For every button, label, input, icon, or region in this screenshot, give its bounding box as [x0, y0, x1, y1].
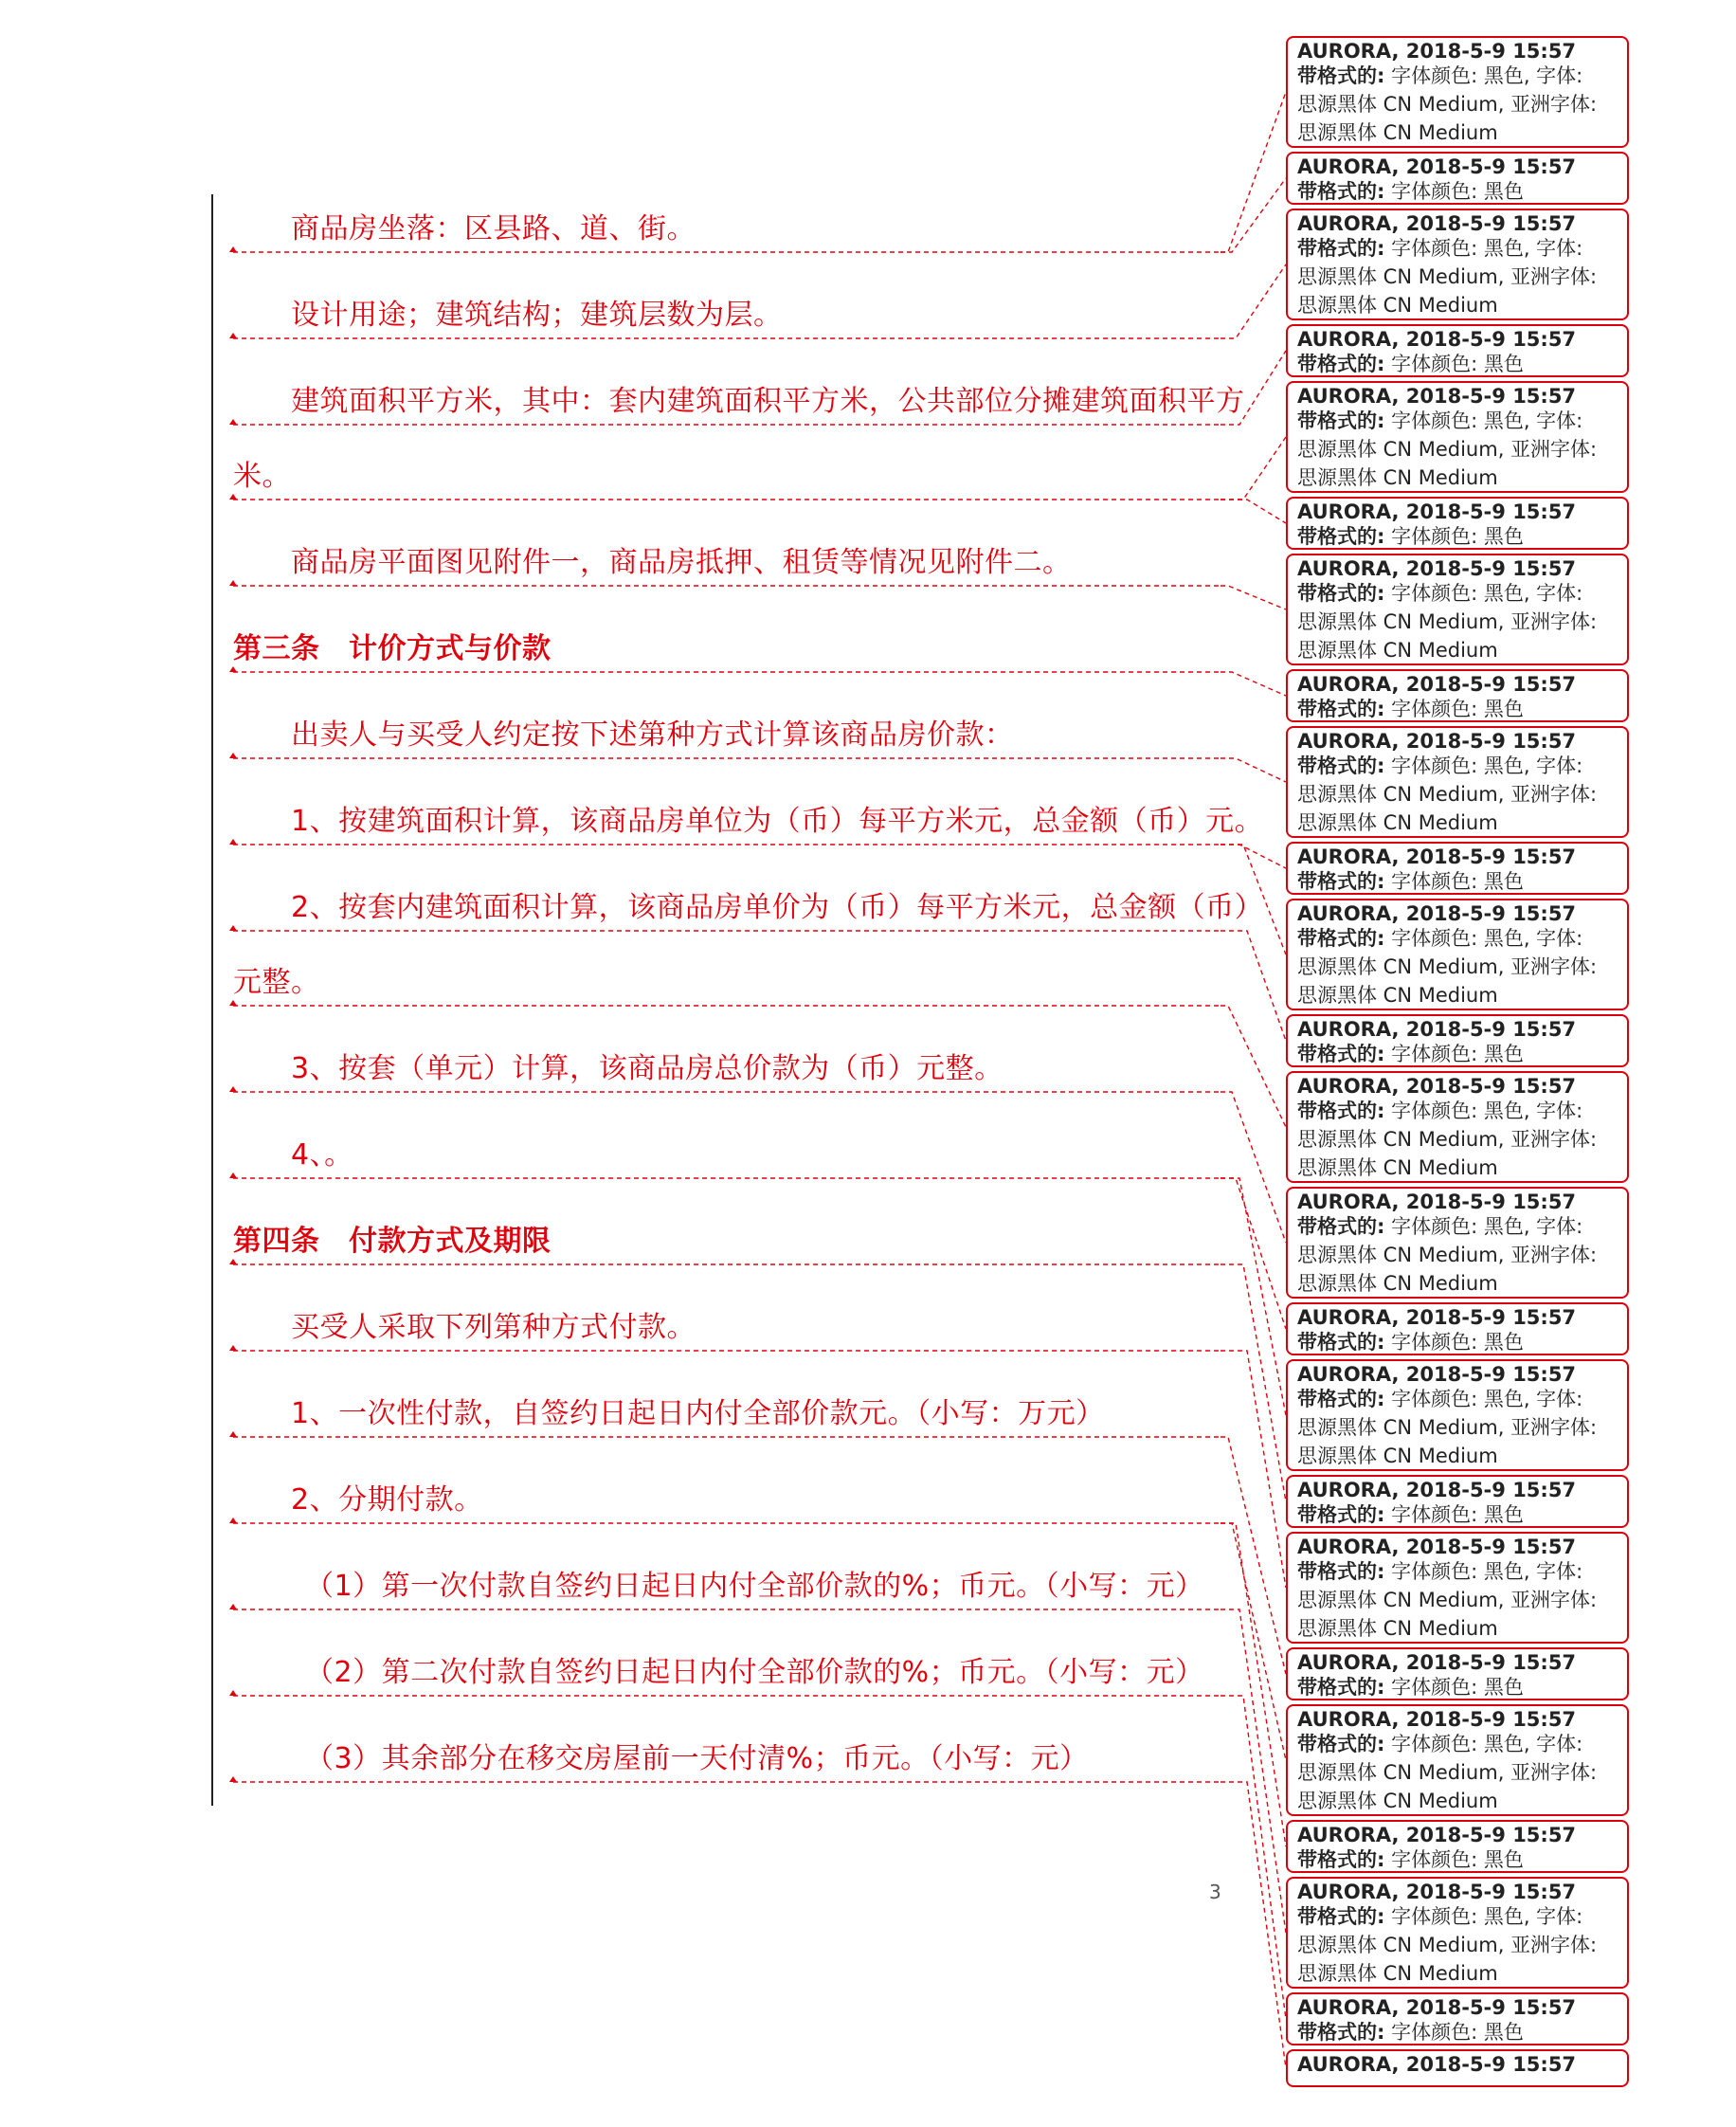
balloon-format-label: 带格式的:: [1297, 2021, 1385, 2044]
comment-balloon[interactable]: [1286, 324, 1629, 377]
balloon-format-value: 思源黑体 CN Medium: [1297, 466, 1498, 489]
balloon-format-label: 带格式的:: [1297, 1676, 1385, 1699]
insertion-marker: [229, 839, 237, 845]
insertion-marker: [229, 333, 237, 338]
balloon-leader-line: [1221, 264, 1286, 338]
balloon-author-date: AURORA, 2018-5-9 15:57: [1297, 1306, 1577, 1329]
insertion-marker: [229, 1173, 237, 1178]
comment-balloon[interactable]: [1286, 1359, 1629, 1471]
balloon-format-value: 字体颜色: 黑色: [1384, 870, 1524, 893]
balloon-format-label: 带格式的:: [1297, 1100, 1385, 1122]
balloon-format-value: 字体颜色: 黑色, 字体:: [1384, 1215, 1583, 1238]
balloon-format-label: 带格式的:: [1297, 1503, 1385, 1526]
balloon-format-value: 字体颜色: 黑色, 字体:: [1384, 409, 1583, 432]
balloon-format-value: 思源黑体 CN Medium, 亚洲字体:: [1297, 1244, 1598, 1266]
balloon-format-line: [1297, 1500, 1619, 1528]
insertion-marker: [229, 1345, 237, 1351]
balloon-author-date: AURORA, 2018-5-9 15:57: [1297, 1018, 1577, 1041]
balloon-format-value: 思源黑体 CN Medium, 亚洲字体:: [1297, 1416, 1598, 1439]
balloon-leader-line: [1221, 672, 1286, 696]
comment-balloon[interactable]: [1286, 1014, 1629, 1067]
balloon-leader-line: [1221, 1264, 1286, 1501]
balloon-author-date: AURORA, 2018-5-9 15:57: [1297, 1075, 1577, 1098]
balloon-author-date: AURORA, 2018-5-9 15:57: [1297, 557, 1577, 580]
balloon-leader-line: [1221, 1523, 1286, 1846]
balloon-format-line: [1297, 177, 1619, 205]
balloon-format-value: 字体颜色: 黑色, 字体:: [1384, 237, 1583, 260]
balloon-format-value: 字体颜色: 黑色, 字体:: [1384, 1560, 1583, 1583]
balloon-format-value: 思源黑体 CN Medium, 亚洲字体:: [1297, 1761, 1598, 1784]
comment-balloon[interactable]: [1286, 1532, 1629, 1644]
comment-balloon[interactable]: [1286, 669, 1629, 722]
balloon-author-date: AURORA, 2018-5-9 15:57: [1297, 1708, 1577, 1731]
balloon-format-value: 思源黑体 CN Medium, 亚洲字体:: [1297, 438, 1598, 461]
balloon-format-value: 思源黑体 CN Medium: [1297, 1272, 1498, 1295]
balloon-format-value: 字体颜色: 黑色: [1384, 1043, 1524, 1065]
balloon-format-line: [1297, 924, 1619, 953]
balloon-author-date: AURORA, 2018-5-9 15:57: [1297, 385, 1577, 408]
balloon-format-label: 带格式的:: [1297, 1733, 1385, 1755]
balloon-leader-line: [1221, 1006, 1286, 1127]
balloon-author-date: AURORA, 2018-5-9 15:57: [1297, 730, 1577, 753]
balloon-format-value: 字体颜色: 黑色: [1384, 1848, 1524, 1871]
balloon-format-value: 思源黑体 CN Medium, 亚洲字体:: [1297, 265, 1598, 288]
comment-balloon[interactable]: [1286, 1647, 1629, 1700]
balloon-format-value: 字体颜色: 黑色: [1384, 698, 1524, 720]
balloon-author-date: AURORA, 2018-5-9 15:57: [1297, 1996, 1577, 2019]
balloon-author-date: AURORA, 2018-5-9 15:57: [1297, 155, 1577, 178]
balloon-format-line: [1297, 695, 1619, 722]
balloon-leader-line: [1221, 758, 1286, 782]
balloon-author-date: AURORA, 2018-5-9 15:57: [1297, 328, 1577, 351]
comment-balloon[interactable]: [1286, 2049, 1629, 2087]
balloon-format-value: 字体颜色: 黑色, 字体:: [1384, 1733, 1583, 1755]
balloon-format-value: 字体颜色: 黑色: [1384, 525, 1524, 548]
comment-balloon[interactable]: [1286, 1071, 1629, 1183]
balloon-format-value: 字体颜色: 黑色: [1384, 1503, 1524, 1526]
balloon-format-line: [1297, 579, 1619, 608]
comment-balloon[interactable]: [1286, 899, 1629, 1010]
balloon-author-date: AURORA, 2018-5-9 15:57: [1297, 2053, 1577, 2076]
body-line: 商品房坐落：区县路、道、街。: [291, 212, 696, 245]
body-line: 3、按套（单元）计算，该商品房总价款为（币）元整。: [291, 1052, 1004, 1085]
insertion-marker: [229, 1518, 237, 1523]
balloon-format-label: 带格式的:: [1297, 1043, 1385, 1065]
body-line: 2、分期付款。: [291, 1483, 483, 1517]
insertion-marker: [229, 246, 237, 252]
balloon-format-line: [1297, 1730, 1619, 1758]
balloon-format-line: [1297, 1097, 1619, 1125]
balloon-format-value: 思源黑体 CN Medium, 亚洲字体:: [1297, 93, 1598, 116]
body-line: 设计用途；建筑结构；建筑层数为层。: [291, 299, 783, 332]
balloon-format-value: 思源黑体 CN Medium, 亚洲字体:: [1297, 1934, 1598, 1956]
balloon-format-line: [1297, 407, 1619, 435]
comment-balloon[interactable]: [1286, 726, 1629, 838]
balloon-format-label: 带格式的:: [1297, 754, 1385, 777]
body-line: 4、。: [291, 1138, 353, 1172]
balloon-format-value: 字体颜色: 黑色: [1384, 1676, 1524, 1699]
body-line: （2）第二次付款自签约日起日内付全部价款的%；币元。（小写：元）: [305, 1656, 1204, 1689]
body-line: 2、按套内建筑面积计算，该商品房单价为（币）每平方米元，总金额（币）: [291, 891, 1264, 924]
insertion-marker: [229, 1431, 237, 1437]
balloon-format-value: 字体颜色: 黑色, 字体:: [1384, 927, 1583, 950]
balloon-leader-line: [1221, 1178, 1286, 1329]
balloon-format-line: [1297, 1385, 1619, 1413]
balloon-format-value: 思源黑体 CN Medium: [1297, 984, 1498, 1007]
balloon-format-line: [1297, 1902, 1619, 1931]
balloon-format-value: 字体颜色: 黑色, 字体:: [1384, 64, 1583, 87]
balloon-leader-line: [1221, 1092, 1286, 1243]
balloon-leader-line: [1221, 500, 1286, 523]
comment-balloon[interactable]: [1286, 1475, 1629, 1528]
balloon-format-value: 思源黑体 CN Medium, 亚洲字体:: [1297, 1589, 1598, 1611]
body-line: 1、按建筑面积计算，该商品房单位为（币）每平方米元，总金额（币）元。: [291, 805, 1264, 838]
insertion-marker: [229, 1776, 237, 1782]
balloon-leader-line: [1221, 1351, 1286, 1588]
balloon-format-value: 思源黑体 CN Medium: [1297, 294, 1498, 317]
balloon-format-label: 带格式的:: [1297, 180, 1385, 203]
comment-balloon[interactable]: [1286, 1877, 1629, 1989]
balloon-format-label: 带格式的:: [1297, 1560, 1385, 1583]
balloon-format-line: [1297, 350, 1619, 377]
balloon-author-date: AURORA, 2018-5-9 15:57: [1297, 902, 1577, 925]
balloon-format-label: 带格式的:: [1297, 1848, 1385, 1871]
balloon-format-value: 思源黑体 CN Medium, 亚洲字体:: [1297, 955, 1598, 978]
balloon-format-line: [1297, 752, 1619, 780]
section-heading: 第四条 付款方式及期限: [233, 1225, 552, 1258]
body-line: （3）其余部分在移交房屋前一天付清%；币元。（小写：元）: [305, 1742, 1089, 1775]
balloon-format-label: 带格式的:: [1297, 1331, 1385, 1354]
balloon-format-line: [1297, 522, 1619, 550]
balloon-format-value: 思源黑体 CN Medium, 亚洲字体:: [1297, 1128, 1598, 1151]
balloon-format-line: [1297, 1328, 1619, 1355]
page-number: 3: [1209, 1881, 1221, 1903]
balloon-leader-line: [1221, 845, 1286, 868]
balloon-format-value: 字体颜色: 黑色, 字体:: [1384, 1905, 1583, 1928]
balloon-format-line: [1297, 1212, 1619, 1241]
comment-balloon[interactable]: [1286, 554, 1629, 665]
balloon-author-date: AURORA, 2018-5-9 15:57: [1297, 1479, 1577, 1501]
balloon-format-value: 思源黑体 CN Medium, 亚洲字体:: [1297, 783, 1598, 806]
balloon-format-value: 思源黑体 CN Medium: [1297, 1617, 1498, 1640]
balloon-leader-line: [1221, 1609, 1286, 1933]
balloon-format-label: 带格式的:: [1297, 870, 1385, 893]
body-line: 商品房平面图见附件一，商品房抵押、租赁等情况见附件二。: [291, 546, 1072, 579]
section-heading: 第三条 计价方式与价款: [233, 632, 552, 665]
balloon-format-value: 思源黑体 CN Medium: [1297, 1962, 1498, 1985]
balloon-format-value: 思源黑体 CN Medium: [1297, 1445, 1498, 1467]
balloon-author-date: AURORA, 2018-5-9 15:57: [1297, 1536, 1577, 1558]
body-line: 出卖人与买受人约定按下述第种方式计算该商品房价款：: [291, 718, 1014, 752]
balloon-author-date: AURORA, 2018-5-9 15:57: [1297, 1191, 1577, 1213]
comment-balloon[interactable]: [1286, 497, 1629, 550]
balloon-format-value: 思源黑体 CN Medium: [1297, 1790, 1498, 1812]
insertion-marker: [229, 1604, 237, 1609]
comment-balloon[interactable]: [1286, 209, 1629, 320]
balloon-format-label: 带格式的:: [1297, 64, 1385, 87]
body-line: 1、一次性付款，自签约日起日内付全部价款元。（小写：万元）: [291, 1397, 1105, 1430]
balloon-format-label: 带格式的:: [1297, 1388, 1385, 1410]
balloon-format-value: 思源黑体 CN Medium: [1297, 121, 1498, 144]
balloon-author-date: AURORA, 2018-5-9 15:57: [1297, 500, 1577, 523]
balloon-format-value: 字体颜色: 黑色: [1384, 180, 1524, 203]
balloon-author-date: AURORA, 2018-5-9 15:57: [1297, 1363, 1577, 1386]
insertion-marker: [229, 1690, 237, 1696]
balloon-author-date: AURORA, 2018-5-9 15:57: [1297, 212, 1577, 235]
comment-balloon[interactable]: [1286, 381, 1629, 493]
balloon-format-value: 字体颜色: 黑色, 字体:: [1384, 1100, 1583, 1122]
balloon-format-value: 字体颜色: 黑色, 字体:: [1384, 1388, 1583, 1410]
balloon-format-value: 思源黑体 CN Medium: [1297, 639, 1498, 662]
balloon-format-label: 带格式的:: [1297, 698, 1385, 720]
balloon-author-date: AURORA, 2018-5-9 15:57: [1297, 40, 1577, 63]
balloon-format-label: 带格式的:: [1297, 1905, 1385, 1928]
balloon-format-value: 字体颜色: 黑色: [1384, 2021, 1524, 2044]
balloon-format-label: 带格式的:: [1297, 237, 1385, 260]
balloon-format-value: 思源黑体 CN Medium, 亚洲字体:: [1297, 610, 1598, 633]
balloon-format-line: [1297, 1673, 1619, 1700]
balloon-leader-line: [1221, 178, 1286, 252]
body-line: （1）第一次付款自签约日起日内付全部价款的%；币元。（小写：元）: [305, 1570, 1204, 1603]
comment-balloon[interactable]: [1286, 1187, 1629, 1299]
balloon-format-value: 字体颜色: 黑色: [1384, 353, 1524, 375]
balloon-format-line: [1297, 1845, 1619, 1873]
balloon-format-line: [1297, 867, 1619, 895]
balloon-format-value: 思源黑体 CN Medium: [1297, 811, 1498, 834]
balloon-author-date: AURORA, 2018-5-9 15:57: [1297, 1824, 1577, 1846]
balloon-format-label: 带格式的:: [1297, 927, 1385, 950]
balloon-format-line: [1297, 1557, 1619, 1586]
balloon-author-date: AURORA, 2018-5-9 15:57: [1297, 673, 1577, 696]
balloon-format-value: 字体颜色: 黑色, 字体:: [1384, 754, 1583, 777]
balloon-leader-line: [1221, 586, 1286, 609]
comment-balloon[interactable]: [1286, 842, 1629, 895]
balloon-leader-line: [1221, 1523, 1286, 1760]
balloon-leader-line: [1221, 92, 1286, 252]
balloon-format-label: 带格式的:: [1297, 409, 1385, 432]
balloon-format-line: [1297, 62, 1619, 90]
balloon-leader-line: [1221, 437, 1286, 500]
balloon-format-label: 带格式的:: [1297, 582, 1385, 605]
body-line: 建筑面积平方米，其中：套内建筑面积平方米，公共部位分摊建筑面积平方: [291, 385, 1245, 418]
balloon-format-value: 思源黑体 CN Medium: [1297, 1156, 1498, 1179]
balloon-format-line: [1297, 1040, 1619, 1067]
balloon-format-label: 带格式的:: [1297, 1215, 1385, 1238]
body-line: 元整。: [233, 966, 320, 999]
insertion-marker: [229, 925, 237, 931]
balloon-format-value: 字体颜色: 黑色: [1384, 1331, 1524, 1354]
insertion-marker: [229, 419, 237, 425]
balloon-format-label: 带格式的:: [1297, 525, 1385, 548]
balloon-leader-line: [1221, 1696, 1286, 2019]
comment-balloon[interactable]: [1286, 1820, 1629, 1873]
balloon-format-line: [1297, 2018, 1619, 2045]
balloon-author-date: AURORA, 2018-5-9 15:57: [1297, 845, 1577, 868]
comment-balloon[interactable]: [1286, 1992, 1629, 2045]
comment-balloon[interactable]: [1286, 152, 1629, 205]
balloon-format-line: [1297, 234, 1619, 263]
balloon-leader-line: [1221, 1782, 1286, 2068]
insertion-marker: [229, 580, 237, 586]
balloon-format-value: 字体颜色: 黑色, 字体:: [1384, 582, 1583, 605]
balloon-leader-line: [1221, 931, 1286, 1041]
balloon-format-label: 带格式的:: [1297, 353, 1385, 375]
body-line: 米。: [233, 460, 291, 493]
comment-balloon[interactable]: [1286, 1704, 1629, 1816]
balloon-author-date: AURORA, 2018-5-9 15:57: [1297, 1881, 1577, 1903]
body-line: 买受人采取下列第种方式付款。: [291, 1311, 696, 1344]
insertion-marker: [229, 1086, 237, 1092]
balloon-author-date: AURORA, 2018-5-9 15:57: [1297, 1651, 1577, 1674]
comment-balloon[interactable]: [1286, 36, 1629, 148]
comment-balloon[interactable]: [1286, 1302, 1629, 1355]
insertion-marker: [229, 753, 237, 758]
